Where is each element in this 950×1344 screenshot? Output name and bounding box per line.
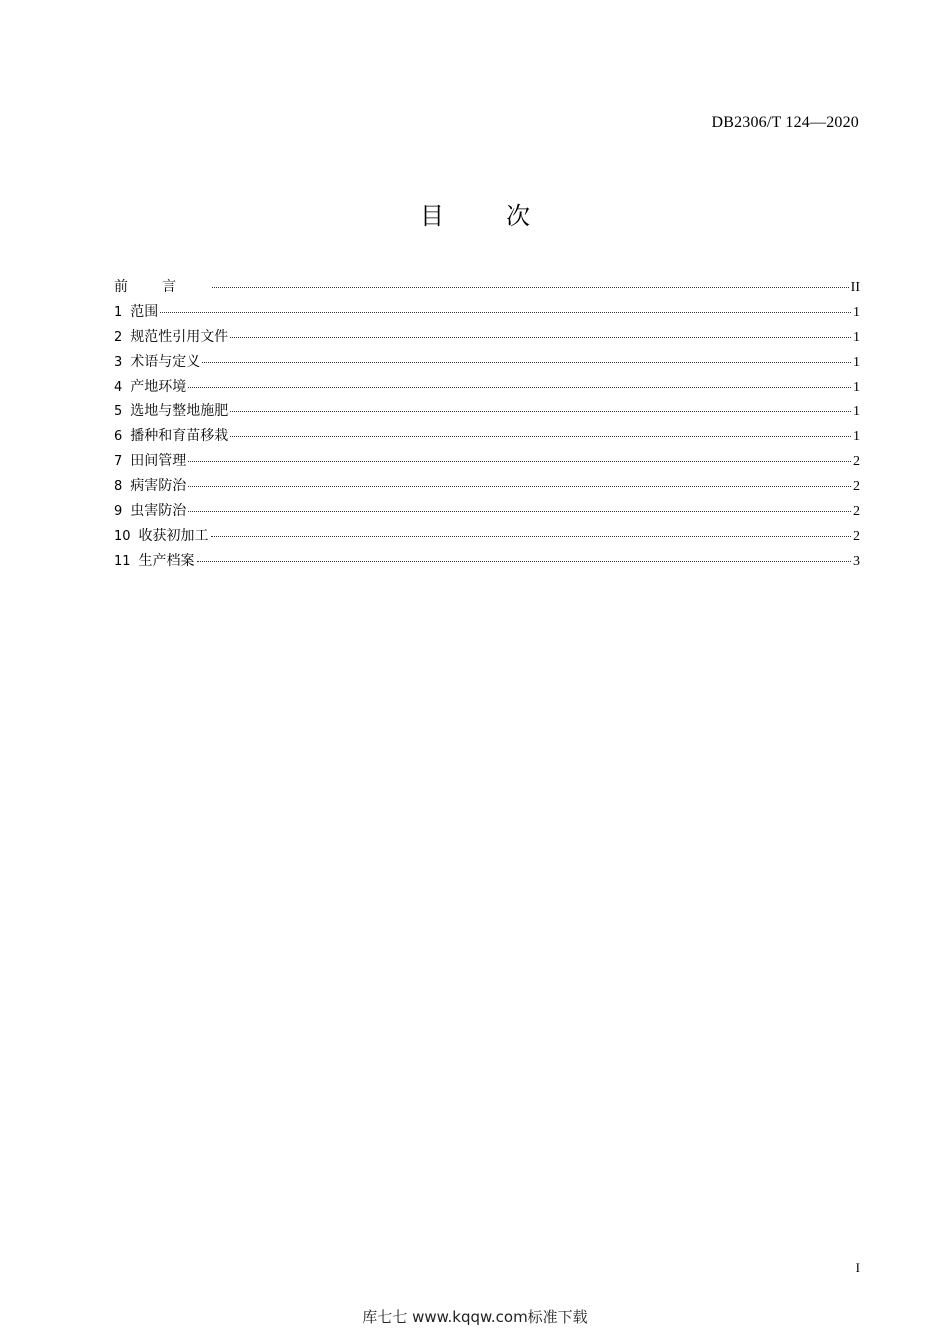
toc-leader-dots	[230, 435, 851, 437]
toc-entry-page: II	[850, 280, 860, 295]
toc-entry-title: 前言	[114, 279, 210, 295]
toc-entry-10[interactable]	[114, 526, 860, 551]
title-char-2: 次	[506, 202, 530, 230]
toc-leader-dots	[212, 286, 849, 288]
toc-entry-11[interactable]	[114, 551, 860, 576]
table-of-contents	[114, 277, 860, 576]
toc-entry-page: 2	[853, 479, 860, 495]
toc-entry-title: 收获初加工	[138, 527, 209, 544]
toc-entry-page: 1	[853, 404, 860, 420]
toc-entry-number: 1	[114, 304, 123, 320]
toc-entry-title: 田间管理	[130, 453, 187, 470]
toc-entry-title: 虫害防治	[130, 503, 187, 520]
toc-entry-title: 播种和育苗移栽	[130, 428, 229, 445]
toc-entry-page: 1	[853, 329, 860, 345]
toc-entry-number: 9	[114, 504, 123, 520]
toc-entry-6[interactable]	[114, 426, 860, 451]
toc-leader-dots	[160, 311, 851, 313]
toc-entry-5[interactable]	[114, 401, 860, 426]
toc-entry-title: 病害防治	[130, 478, 187, 495]
toc-entry-page: 1	[853, 429, 860, 445]
toc-entry-page: 2	[853, 528, 860, 544]
toc-entry-number: 5	[114, 404, 123, 420]
page-title	[0, 196, 950, 231]
toc-entry-title: 范围	[130, 303, 159, 320]
toc-entry-number: 7	[114, 454, 123, 470]
toc-entry-title: 选地与整地施肥	[130, 403, 229, 420]
toc-entry-7[interactable]	[114, 451, 860, 476]
toc-leader-dots	[188, 386, 851, 388]
toc-leader-dots	[188, 485, 851, 487]
toc-entry-1[interactable]	[114, 302, 860, 327]
toc-entry-8[interactable]	[114, 476, 860, 501]
toc-entry-9[interactable]	[114, 501, 860, 526]
document-code: DB2306/T 124—2020	[711, 114, 859, 131]
toc-leader-dots	[197, 560, 851, 562]
toc-entry-number: 4	[114, 379, 123, 395]
toc-entry-number: 2	[114, 329, 123, 345]
page-number: I	[855, 1260, 860, 1275]
toc-leader-dots	[202, 361, 851, 363]
toc-entry-title: 规范性引用文件	[130, 328, 229, 345]
toc-entry-title: 产地环境	[130, 378, 187, 395]
toc-entry-page: 1	[853, 379, 860, 395]
toc-entry-2[interactable]	[114, 327, 860, 352]
toc-entry-page: 1	[853, 354, 860, 370]
toc-entry-4[interactable]	[114, 377, 860, 402]
toc-entry-number: 3	[114, 354, 123, 370]
title-char-1: 目	[420, 202, 444, 230]
toc-entry-page: 1	[853, 304, 860, 320]
toc-leader-dots	[188, 510, 851, 512]
toc-entry-page: 2	[853, 454, 860, 470]
toc-leader-dots	[230, 336, 851, 338]
toc-leader-dots	[211, 535, 851, 537]
toc-entry-number: 11	[114, 553, 131, 569]
toc-entry-3[interactable]	[114, 352, 860, 377]
toc-entry-page: 2	[853, 504, 860, 520]
toc-entry-number: 8	[114, 479, 123, 495]
toc-entry-foreword[interactable]	[114, 277, 860, 302]
toc-leader-dots	[230, 410, 851, 412]
toc-entry-number: 6	[114, 429, 123, 445]
watermark-text: 库七七 www.kqqw.com标准下载	[362, 1308, 588, 1326]
toc-entry-page: 3	[853, 553, 860, 569]
toc-entry-number: 10	[114, 528, 131, 544]
toc-entry-title: 生产档案	[138, 552, 195, 569]
toc-leader-dots	[188, 460, 851, 462]
toc-entry-title: 术语与定义	[130, 353, 201, 370]
